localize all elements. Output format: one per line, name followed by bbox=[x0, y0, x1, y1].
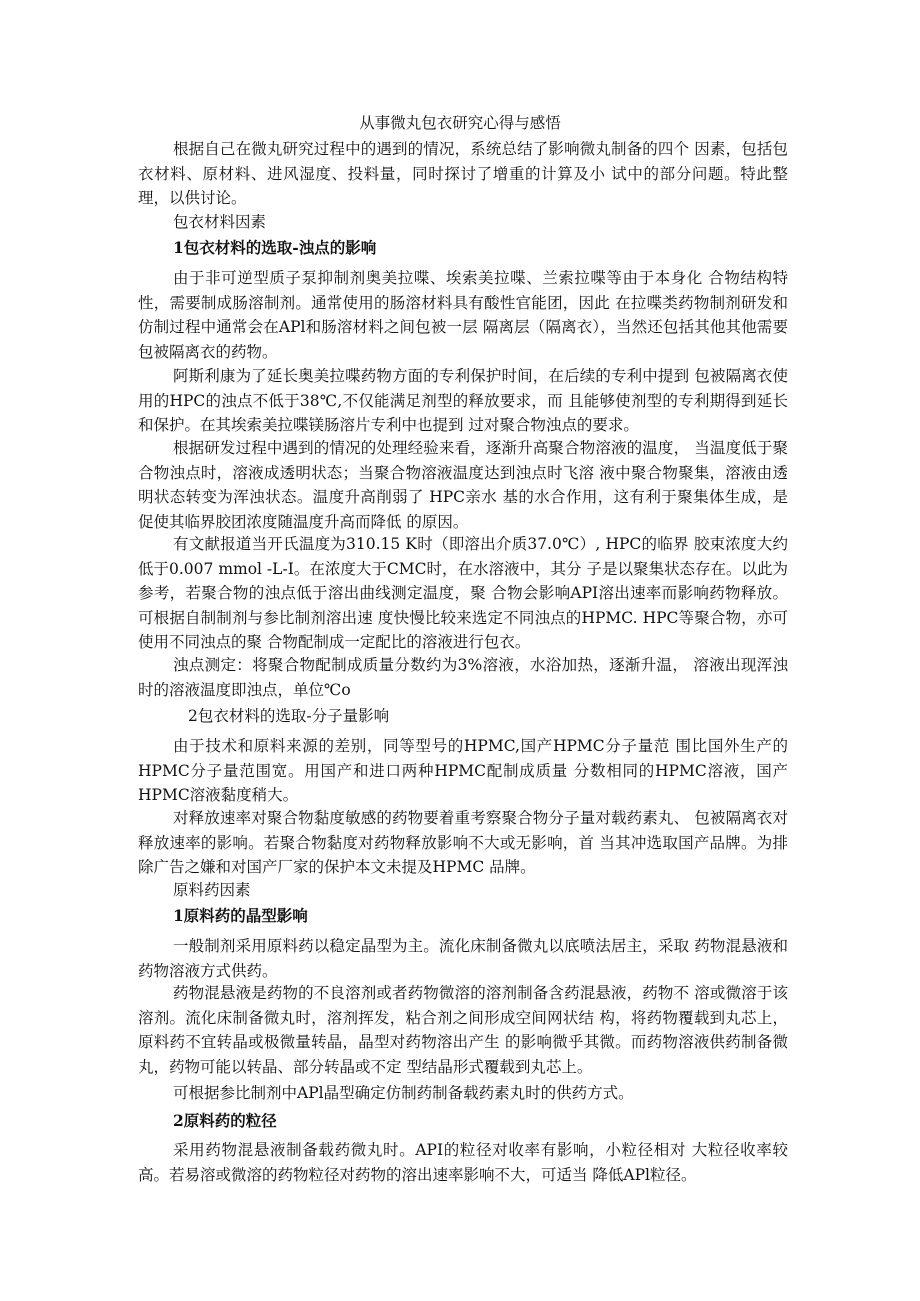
section-heading-api: 原料药因素 bbox=[173, 881, 251, 899]
paragraph: 有文献报道当开氏温度为310.15 K时（即溶出介质37.0℃）, HPC的临界 胶束浓度大约低于0.007 mmol -L-I。在浓度大于CMC时，在水溶液中，其分 子是以聚集状态存在。以此为参考，若聚合物的浊点低于溶出曲线测定温度，聚 合物会影响API溶出速率而影响药物释放。可根据自制制剂与参比制剂溶出速 度快慢比较来选定不同浊点的HPMC. HPC等聚合物，亦可使用不同浊点的聚 合物配制成一定配比的溶液进行包衣。 bbox=[138, 535, 788, 652]
paragraph: 一般制剂采用原料药以稳定晶型为主。流化床制备微丸以底喷法居主，采取 药物混悬液和药物溶液方式供药。 bbox=[138, 937, 788, 980]
section-heading-coating: 包衣材料因素 bbox=[173, 213, 267, 231]
paragraph: 采用药物混悬液制备载药微丸时。API的粒径对收率有影响，小粒径相对 大粒径收率较高。若易溶或微溶的药物粒径对药物的溶出速率影响不大，可适当 降低APl粒径。 bbox=[138, 1141, 788, 1184]
paragraph: 对释放速率对聚合物黏度敏感的药物要着重考察聚合物分子量对载药素丸、 包被隔离衣对释放速率的影响。若聚合物黏度对药物释放影响不大或无影响，首 当其冲选取国产品牌。为排除广告之嫌和对国产厂家的保护本文未提及HPMC 品牌。 bbox=[138, 809, 788, 877]
document-title: 从事微丸包衣研究心得与感悟 bbox=[359, 114, 561, 132]
subheading-particle-size: 2原料药的粒径 bbox=[173, 1111, 277, 1130]
subheading-cloud-point: 1包衣材料的选取-浊点的影响 bbox=[173, 238, 377, 257]
paragraph: 可根据参比制剂中APl晶型确定仿制药制备载药素丸时的供药方式。 bbox=[173, 1084, 634, 1102]
paragraph: 由于技术和原料来源的差别，同等型号的HPMC,国产HPMC分子量范 围比国外生产的HPMC分子量范围宽。用国产和进口两种HPMC配制成质量 分数相同的HPMC溶液，国产HPMC溶液黏度稍大。 bbox=[138, 737, 788, 805]
subheading-molecular-weight: 2包衣材料的选取-分子量影响 bbox=[188, 707, 390, 725]
paragraph: 药物混悬液是药物的不良溶剂或者药物微溶的溶剂制备含药混悬液，药物不 溶或微溶于该溶剂。流化床制备微丸时，溶剂挥发，粘合剂之间形成空间网状结 构，将药物覆载到丸芯上，原料药不宜转晶或极微量转晶，晶型对药物溶出产生 的影响微乎其微。而药物溶液供药制备微丸，药物可能以转晶、部分转晶或不定 型结晶形式覆载到丸芯上。 bbox=[138, 984, 788, 1076]
paragraph: 由于非可逆型质子泵抑制剂奥美拉喋、埃索美拉喋、兰索拉喋等由于本身化 合物结构特性，需要制成肠溶制剂。通常使用的肠溶材料具有酸性官能团，因此 在拉喋类药物制剂研发和仿制过程中通常会在APl和肠溶材料之间包被一层 隔离层（隔离衣），当然还包括其他其他需要包被隔离衣的药物。 bbox=[138, 269, 788, 361]
paragraph: 浊点测定：将聚合物配制成质量分数约为3%溶液，水浴加热，逐渐升温， 溶液出现浑浊时的溶液温度即浊点，单位℃o bbox=[138, 656, 788, 699]
paragraph: 阿斯利康为了延长奥美拉喋药物方面的专利保护时间，在后续的专利中提到 包被隔离衣使用的HPC的浊点不低于38℃,不仅能满足剂型的释放要求，而 且能够使剂型的专利期得到延长和保护。在其埃索美拉喋镁肠溶片专利中也提到 过对聚合物浊点的要求。 bbox=[138, 367, 788, 435]
paragraph: 根据研发过程中遇到的情况的处理经验来看，逐渐升高聚合物溶液的温度， 当温度低于聚合物浊点时，溶液成透明状态；当聚合物溶液温度达到浊点时飞溶 液中聚合物聚集，溶液由透明状态转变为浑浊状态。温度升高削弱了 HPC亲水 基的水合作用，这有利于聚集体生成，是促使其临界胶团浓度随温度升高而降低 的原因。 bbox=[138, 439, 788, 531]
subheading-crystal-form: 1原料药的晶型影响 bbox=[173, 906, 308, 925]
intro-paragraph: 根据自己在微丸研究过程中的遇到的情况，系统总结了影响微丸制备的四个 因素，包括包衣材料、原材料、进风湿度、投料量，同时探讨了增重的计算及小 试中的部分问题。特此整理，以供讨论。 bbox=[138, 140, 788, 208]
